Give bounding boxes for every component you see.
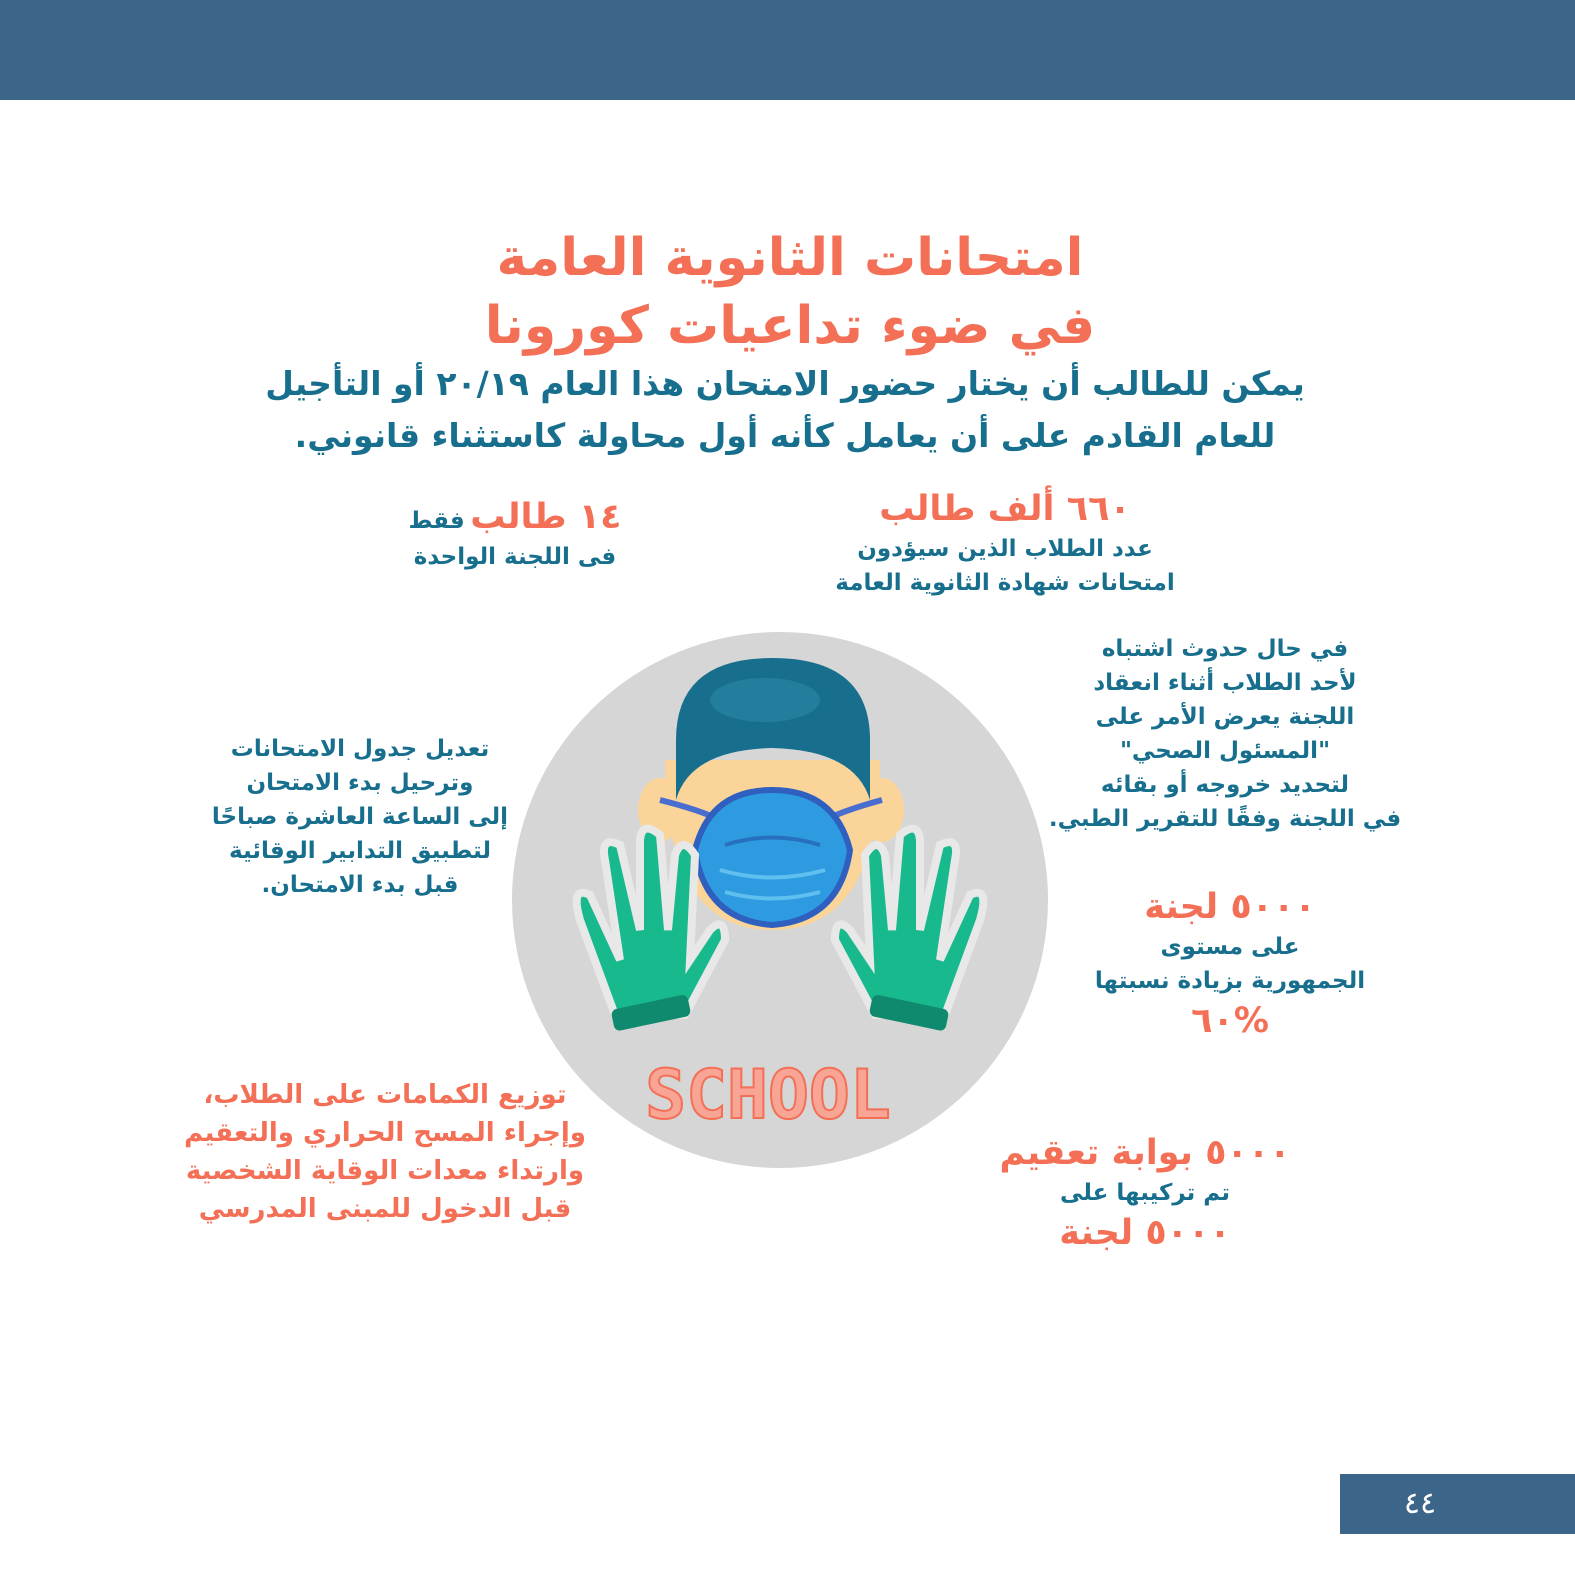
fact-line: في حال حدوث اشتباه [1101,636,1349,662]
fact-line: فى اللجنة الواحدة [413,544,617,570]
fact-students-per-committee [380,494,650,574]
fact-line: على مستوى [1160,934,1300,960]
fact-value: ٥٠٠٠ لجنة [1059,1213,1231,1253]
fact-line: وارتداء معدات الوقاية الشخصية [185,1156,585,1186]
fact-suspicion [1040,632,1410,836]
fact-schedule [185,732,535,902]
page-title-line1: امتحانات الثانوية العامة [496,228,1084,288]
fact-students-total [790,486,1220,600]
fact-line: قبل الدخول للمبنى المدرسي [198,1194,572,1224]
intro-line: للعام القادم على أن يعامل كأنه أول محاولة كاستثناء قانوني. [294,416,1276,455]
fact-line: تعديل جدول الامتحانات [230,736,490,762]
fact-line: وإجراء المسح الحراري والتعقيم [184,1118,586,1148]
fact-committees [1060,884,1400,1044]
fact-line: امتحانات شهادة الثانوية العامة [835,570,1175,596]
school-label: SCHOOL [645,1056,891,1135]
fact-value: ٥٠٠٠ لجنة [1144,887,1316,927]
fact-line: اللجنة يعرض الأمر على [1095,704,1355,730]
fact-line: لأحد الطلاب أثناء انعقاد [1093,670,1357,696]
fact-value: ٥٠٠٠ بوابة تعقيم [999,1133,1291,1173]
fact-line: لتحديد خروجه أو بقائه [1100,772,1350,798]
fact-value: ٦٦٠ ألف طالب [879,489,1131,529]
fact-line: تم تركيبها على [1060,1180,1230,1206]
fact-value: ١٤ طالب [470,497,622,537]
fact-line: وترحيل بدء الامتحان [246,770,474,796]
fact-line: قبل بدء الامتحان. [261,872,459,898]
fact-line: توزيع الكمامات على الطلاب، [203,1080,567,1110]
intro-text [150,358,1420,462]
fact-percent: %٦٠ [1191,1001,1269,1041]
page-number: ٤٤ [1403,1486,1437,1521]
page-number-badge [1340,1474,1575,1534]
fact-line: "المسئول الصحي" [1119,738,1331,764]
fact-line: إلى الساعة العاشرة صباحًا [211,804,509,830]
fact-line: الجمهورية بزيادة نسبتها [1094,968,1366,994]
header-bar [0,0,1575,100]
fact-line: لتطبيق التدابير الوقائية [229,838,491,864]
student-mask-illustration [510,630,1050,1170]
fact-line: عدد الطلاب الذين سيؤدون [857,536,1153,562]
fact-line: في اللجنة وفقًا للتقرير الطبي. [1048,806,1402,832]
intro-line: يمكن للطالب أن يختار حضور الامتحان هذا العام ٢٠/١٩ أو التأجيل [265,364,1305,403]
page-title-line2: في ضوء تداعيات كورونا [484,296,1096,356]
fact-suffix: فقط [408,508,465,534]
